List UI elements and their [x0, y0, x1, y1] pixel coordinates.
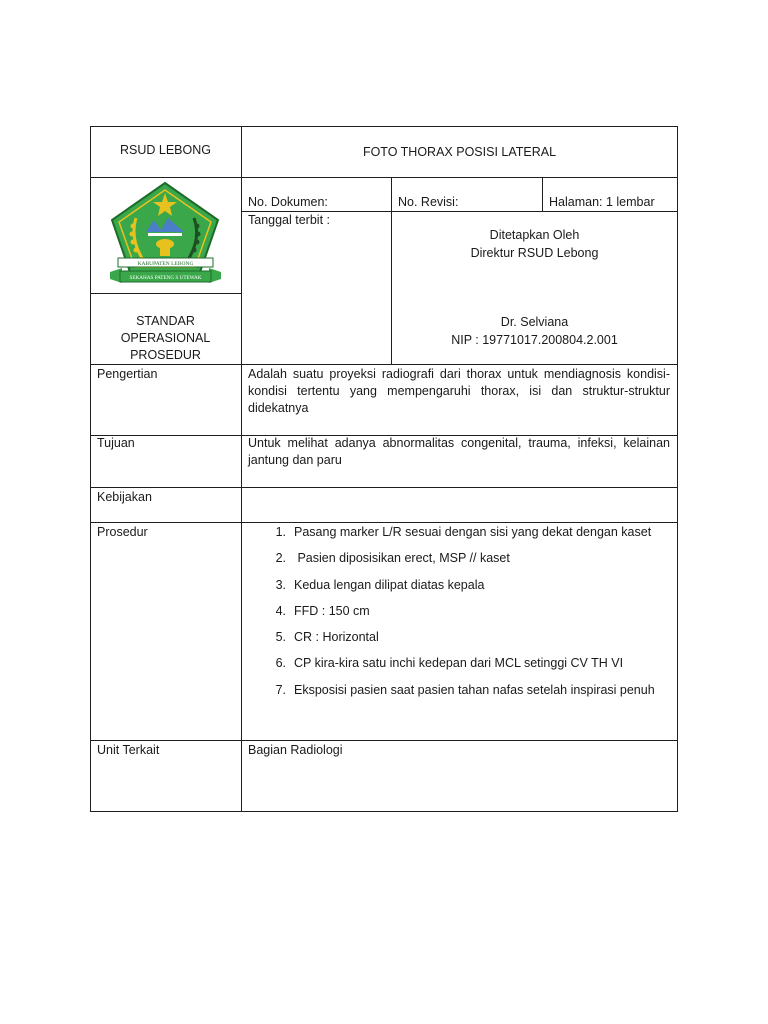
- table-border: [90, 126, 91, 812]
- list-item: [242, 682, 672, 708]
- list-item: [242, 655, 672, 681]
- direktur-title: Direktur RSUD Lebong: [470, 246, 599, 260]
- table-rule: [90, 522, 678, 523]
- table-rule: [90, 487, 678, 488]
- list-item: [242, 550, 672, 576]
- document-type: STANDAR OPERASIONAL PROSEDUR: [120, 314, 211, 362]
- list-item: [242, 524, 672, 550]
- step-number: 4.: [275, 603, 286, 618]
- halaman-label: Halaman: 1 lembar: [549, 195, 655, 209]
- table-border: [90, 126, 678, 127]
- no-dokumen-label: No. Dokumen:: [248, 195, 328, 209]
- logo-banner-text: KABUPATEN LEBONG: [137, 261, 194, 267]
- table-rule: [90, 177, 678, 178]
- unit-terkait-label: Unit Terkait: [97, 743, 160, 757]
- step-text: Pasien diposisikan erect, MSP // kaset: [294, 551, 510, 566]
- table-rule: [90, 364, 678, 365]
- step-text: Eksposisi pasien saat pasien tahan nafas setelah inspirasi penuh: [294, 682, 655, 697]
- signatory-name: Dr. Selviana: [500, 315, 569, 329]
- tujuan-text: Untuk melihat adanya abnormalitas congenital, trauma, infeksi, kelainan jantung dan paru: [248, 436, 670, 467]
- step-text: CP kira-kira satu inchi kedepan dari MCL setinggi CV TH VI: [294, 656, 624, 671]
- table-rule: [90, 293, 241, 294]
- list-item: [242, 577, 672, 603]
- list-item: [242, 629, 672, 655]
- pengertian-label: Pengertian: [97, 367, 158, 381]
- step-number: 2.: [275, 551, 286, 566]
- table-rule: [542, 177, 543, 211]
- kebijakan-label: Kebijakan: [97, 490, 152, 504]
- unit-terkait-text: Bagian Radiologi: [248, 743, 343, 757]
- table-border: [90, 811, 678, 812]
- tujuan-label: Tujuan: [97, 436, 135, 450]
- step-text: FFD : 150 cm: [294, 603, 370, 618]
- document-title: FOTO THORAX POSISI LATERAL: [362, 145, 557, 159]
- emblem-icon: [108, 180, 223, 290]
- table-rule: [90, 740, 678, 741]
- table-border: [677, 126, 678, 812]
- step-number: 1.: [275, 525, 286, 539]
- kabupaten-lebong-logo: [108, 180, 223, 290]
- step-text: Kedua lengan dilipat diatas kepala: [294, 577, 485, 592]
- vessel-icon: [156, 239, 174, 249]
- prosedur-steps: [242, 524, 672, 708]
- logo-motto-text: SEKAHAS PATENG S UTEWAK: [129, 275, 202, 281]
- no-revisi-label: No. Revisi:: [398, 195, 459, 209]
- sop-document: [90, 126, 678, 812]
- prosedur-label: Prosedur: [97, 525, 148, 539]
- table-rule: [241, 126, 242, 812]
- step-number: 7.: [275, 682, 286, 697]
- pengertian-text: Adalah suatu proyeksi radiografi dari thorax untuk mendiagnosis kondisi-kondisi tertentu yang mempengaruhi thorax, isi dan struktur-struktur didekatnya: [248, 367, 670, 415]
- step-number: 6.: [275, 656, 286, 671]
- step-text: CR : Horizontal: [294, 630, 379, 645]
- step-number: 3.: [275, 577, 286, 592]
- institution-name: RSUD LEBONG: [120, 143, 211, 157]
- step-text: Pasang marker L/R sesuai dengan sisi yang dekat dengan kaset: [294, 525, 652, 539]
- list-item: [242, 603, 672, 629]
- ditetapkan-oleh: Ditetapkan Oleh: [489, 228, 580, 242]
- signatory-nip: NIP : 19771017.200804.2.001: [451, 333, 618, 347]
- step-number: 5.: [275, 630, 286, 645]
- tanggal-terbit-label: Tanggal terbit :: [248, 213, 330, 227]
